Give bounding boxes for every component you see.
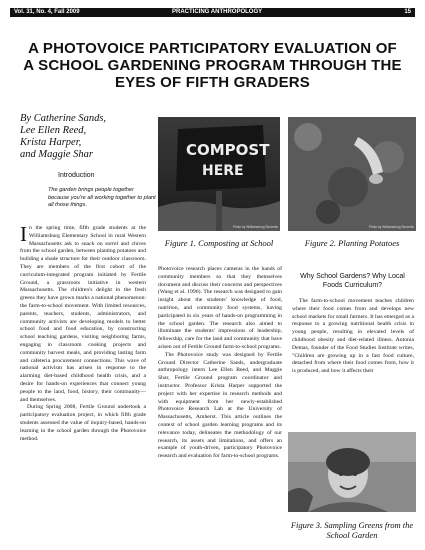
title-line: A PHOTOVOICE PARTICIPATORY EVALUATION OF (28, 40, 397, 57)
potato-photo (288, 117, 416, 231)
photo-credit: Photo by Williamsburg Students (368, 225, 414, 229)
paragraph: The farm-to-school movement teaches children where their food comes from and develops new school markets for small farmers. It has emerged as a response to a growing nutritional health crisis in young people, resulting in elevated levels of childhood obesity and diet-related illness. Antonia Demas, founder of the Food Studies Institute writes, "Children are growing up in a fast food culture, detached from where their food comes from, how it is produced, and how it affects their (292, 298, 414, 375)
article-title (10, 40, 415, 91)
figure-caption: Figure 1. Composting at School (164, 238, 274, 248)
greens-photo (288, 432, 416, 512)
paragraph: Photovoice research places cameras in the hands of community members so that they themselves document and discuss their concerns and perspectives (Wang et al. 1996). The research was designed to gain insight about the students' knowledge of food, nutrition, and community food systems, having participated in six years of hands-on programming in the school garden. The research also aimed to illuminate the students' impressions of leadership, fellowship, care for the land and community that have arisen out of Fertile Ground farm-to-school programs. (158, 266, 282, 350)
paragraph: The Photovoice study was designed by Fertile Ground Director Catherine Sands, undergraduate anthropology intern Lee Ellen Reed, and Maggie Shar, Fertile Ground program coordinator and instructor. Professor Krista Harper supported the project with her expertise in research methods and with equipment from her newly-established Photovoice Research Lab at the University of Massachusetts, Amherst. This article outlines the context of school garden learning programs and its relevance today, delineates the methodology of our research, its assets and limitations, and offers an example of youth-driven, participatory Photovoice research and evaluation for farm-to-school programs. (158, 351, 282, 460)
greens-photo-image (288, 432, 416, 512)
journal-name: PRACTICING ANTHROPOLOGY (172, 9, 263, 15)
column-3 (292, 298, 414, 376)
intro-pull-quote: The garden brings people together because you're all working together to plant all those things. (48, 187, 156, 209)
intro-heading: Introduction (58, 172, 95, 179)
page-number: 15 (404, 9, 411, 15)
paragraph-text: n the spring time, fifth grade students at the Williamsburg Elementary School in rural Western Massachusetts ask to snack on sorrel and chives from the school garden, between planting potatoes and building a shade structure for their outdoor classroom. They are members of the first cohort of the curriculum-integrated program initiated by Fertile Ground, a grassroots initiative in western Massachusetts. The children's delight in the fresh greens they have grown marks a national phenomenon: the farm-to-school movement. With limited resources, parents, teachers, students, administrators, and community activists are developing models to better school food and food education, by constructing school teaching gardens, visiting neighboring farms, engaging in classroom cooking projects and community harvest meals, and providing lasting farm and cafeteria procurement connections. This wave of national activism has arisen in response to the alarming diet-based childhood health crisis, and a desire for hands-on experiences that connect young people to the land, food, history, their community—and themselves. (20, 225, 146, 403)
sign-text: HERE (202, 163, 244, 179)
title-line: EYES OF FIFTH GRADERS (114, 74, 311, 91)
author: Krista Harper, (20, 137, 82, 148)
figure-caption: Figure 2. Planting Potatoes (304, 238, 400, 248)
author: By Catherine Sands, (20, 113, 107, 124)
author: Lee Ellen Reed, (20, 125, 87, 136)
paragraph: During Spring 2008, Fertile Ground undertook a participatory evaluation project, in which fifth grade students assessed the value of inquiry-based, hands-on learning in the school garden through the Photovoice method. (20, 404, 146, 442)
running-header (10, 8, 415, 17)
compost-photo-image (158, 117, 280, 231)
sign-text: COMPOST (186, 141, 270, 159)
figure-caption: Figure 3. Sampling Greens from the School Garden (290, 520, 414, 540)
photo-credit: Photo by Williamsburg Students (232, 225, 278, 229)
title-line: A SCHOOL GARDENING PROGRAM THROUGH THE (23, 57, 402, 74)
author: and Maggie Shar (20, 149, 93, 160)
issue-label: Vol. 31, No. 4, Fall 2009 (14, 9, 80, 15)
drop-cap: I (20, 222, 27, 246)
author-list (20, 113, 155, 161)
potato-photo-image (288, 117, 416, 231)
section-heading: Why School Gardens? Why Local Foods Curriculum? (300, 273, 405, 289)
compost-photo (158, 117, 280, 231)
paragraph (20, 222, 146, 404)
column-2 (158, 266, 282, 461)
column-1 (20, 222, 146, 443)
